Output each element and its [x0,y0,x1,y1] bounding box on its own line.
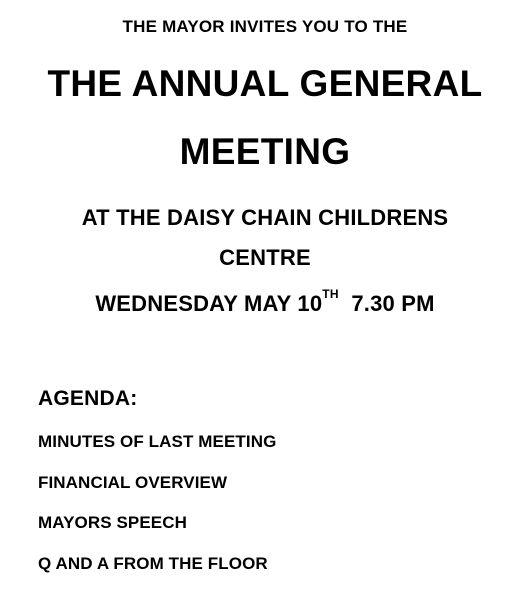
agenda-heading: AGENDA: [38,387,138,410]
venue-line-2: CENTRE [219,245,311,270]
date-day-text: WEDNESDAY MAY 10 [95,291,323,316]
agenda-item-financial-overview: FINANCIAL OVERVIEW [38,472,228,492]
invite-line: THE MAYOR INVITES YOU TO THE [122,17,408,36]
date-ordinal-suffix: TH [322,287,339,301]
venue-line-1: AT THE DAISY CHAIN CHILDRENS [81,205,449,230]
title-line-1: THE ANNUAL GENERAL [47,63,483,104]
title-line-2: MEETING [179,131,351,172]
agenda-item-minutes: MINUTES OF LAST MEETING [38,432,277,451]
agenda-item-mayors-speech: MAYORS SPEECH [38,513,187,532]
agenda-item-q-and-a: Q AND A FROM THE FLOOR [38,553,268,573]
date-time: 7.30 PM [351,291,435,316]
agenda-list [38,431,276,593]
meeting-date [0,287,530,317]
